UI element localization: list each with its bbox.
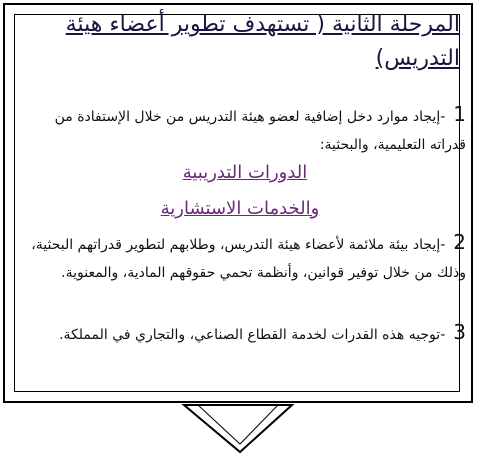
item-text: -توجيه هذه القدرات لخدمة القطاع الصناعي، والتجاري في المملكة. — [59, 327, 446, 343]
list-item-2 — [26, 228, 466, 287]
item-text: -إيجاد موارد دخل إضافية لعضو هيئة التدريس من خلال الإستفادة من قدراته التعليمية، والبحثية: — [54, 109, 466, 153]
sub-item-training: الدورات التدريبية — [182, 162, 308, 183]
item-number: 3 — [453, 320, 466, 344]
item-text: -إيجاد بيئة ملائمة لأعضاء هيئة التدريس، وطلابهم لتطوير قدراتهم البحثية، وذلك من خلال توفير قوانين، وأنظمة تحمي حقوقهم المادية، والمعنوية. — [31, 237, 466, 281]
list-item-1 — [26, 100, 466, 159]
stage-heading: المرحلة الثانية ( تستهدف تطوير أعضاء هيئة التدريس) — [65, 12, 460, 71]
item-number: 1 — [453, 102, 466, 126]
list-item-3 — [26, 318, 466, 349]
item-number: 2 — [453, 230, 466, 254]
down-arrow-icon — [168, 404, 308, 456]
sub-item-consulting: والخدمات الاستشارية — [160, 198, 320, 219]
